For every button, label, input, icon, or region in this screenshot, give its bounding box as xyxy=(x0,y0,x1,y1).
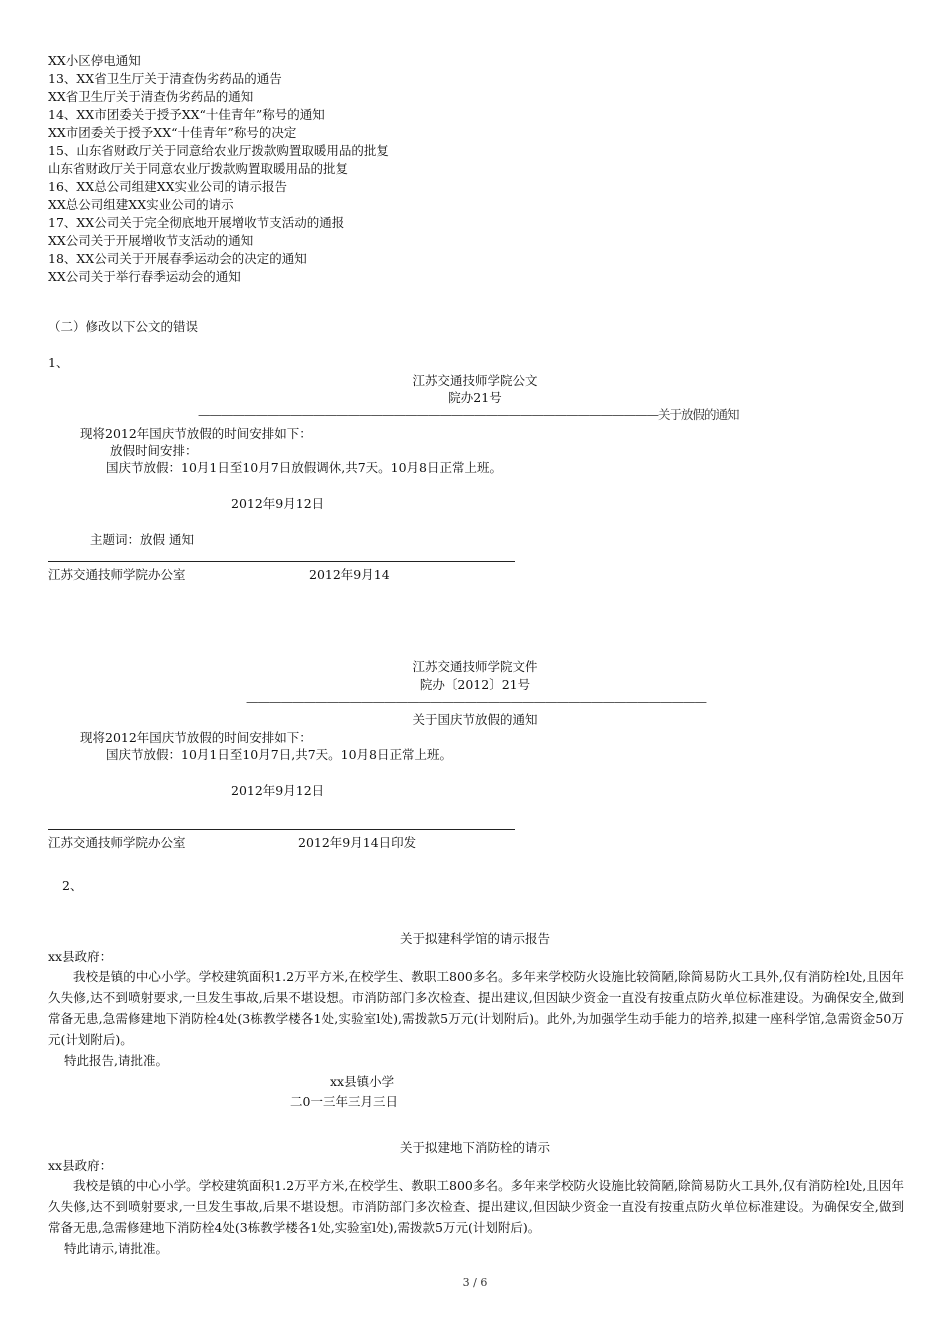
page-number: 3 / 6 xyxy=(462,1276,488,1289)
doc-body: 我校是镇的中心小学。学校建筑面积1.2万平方米,在校学生、教职工800多名。多年来学校防火设施比较简陋,除简易防火工具外,仅有消防栓l处,且因年久失修,达不到喷射要求,一旦发生事故,后果不堪设想。市消防部门多次检查、提出建议,但因缺少资金一直没有按重点防火单位标准建设。为确保安全,做到常备无患,急需修建地下消防栓4处(3栋教学楼各1处,实验室l处),需拨款5万元(计划附后)。此外,为加强学生动手能力的培养,拟建一座科学馆,急需资金50万元(计划附后)。 xyxy=(48,969,904,1047)
doc-office: 江苏交通技师学院办公室 xyxy=(48,567,186,582)
doc-date: 2012年9月12日 xyxy=(231,496,325,511)
doc-signer: xx县镇小学 xyxy=(330,1074,395,1089)
doc-title: 关于国庆节放假的通知 xyxy=(412,712,538,727)
doc-print-date: 2012年9月14 xyxy=(309,567,390,582)
doc-addressee: xx县政府： xyxy=(48,1158,113,1173)
doc-print-date: 2012年9月14日印发 xyxy=(298,835,417,850)
list-item: 18、XX公司关于开展春季运动会的决定的通知 xyxy=(48,251,307,266)
doc-closing: 特此报告,请批准。 xyxy=(64,1053,168,1068)
doc-header: 江苏交通技师学院公文 xyxy=(412,373,538,388)
doc-header: 江苏交通技师学院文件 xyxy=(412,659,538,674)
doc-subheading: 放假时间安排： xyxy=(110,443,198,458)
doc-body: 我校是镇的中心小学。学校建筑面积1.2万平方米,在校学生、教职工800多名。多年来学校防火设施比较简陋,除简易防火工具外,仅有消防栓l处,且因年久失修,达不到喷射要求,一旦发生事故,后果不堪设想。市消防部门多次检查、提出建议,但因缺少资金一直没有按重点防火单位标准建设。为确保安全,做到常备无患,急需修建地下消防栓4处(3栋教学楼各1处,实验室l处),需拨款5万元(计划附后)。 xyxy=(48,1178,904,1235)
doc-date: 2012年9月12日 xyxy=(231,783,325,798)
list-item: 14、XX市团委关于授予XX“十佳青年”称号的通知 xyxy=(48,107,325,122)
divider xyxy=(48,561,515,562)
dash-separator: ———————————————————————————————————————— xyxy=(246,694,706,709)
doc-number: 院办〔2012〕21号 xyxy=(419,677,531,692)
doc-office: 江苏交通技师学院办公室 xyxy=(48,835,186,850)
item-number: 2、 xyxy=(62,878,83,893)
doc-title: 关于拟建地下消防栓的请示 xyxy=(399,1140,550,1155)
doc-detail: 国庆节放假：10月1日至10月7日放假调休,共7天。10月8日正常上班。 xyxy=(106,460,503,475)
divider xyxy=(48,829,515,830)
doc-intro: 现将2012年国庆节放假的时间安排如下： xyxy=(80,426,312,441)
list-item: 16、XX总公司组建XX实业公司的请示报告 xyxy=(48,179,288,194)
list-item: 13、XX省卫生厅关于清查伪劣药品的通告 xyxy=(48,71,282,86)
list-item: 15、山东省财政厅关于同意给农业厅拨款购置取暖用品的批复 xyxy=(48,143,389,158)
list-item: XX小区停电通知 xyxy=(48,53,141,68)
doc-keywords: 主题词：放假 通知 xyxy=(90,532,194,547)
list-item: XX总公司组建XX实业公司的请示 xyxy=(48,197,234,212)
doc-addressee: xx县政府： xyxy=(48,949,113,964)
list-item: XX公司关于开展增收节支活动的通知 xyxy=(48,233,254,248)
doc-detail: 国庆节放假：10月1日至10月7日,共7天。10月8日正常上班。 xyxy=(106,747,453,762)
list-item: XX市团委关于授予XX“十佳青年”称号的决定 xyxy=(48,125,297,140)
list-item: XX省卫生厅关于清查伪劣药品的通知 xyxy=(48,89,254,104)
doc-title: 关于拟建科学馆的请示报告 xyxy=(399,931,550,946)
doc-closing: 特此请示,请批准。 xyxy=(64,1241,168,1256)
list-item: 17、XX公司关于完全彻底地开展增收节支活动的通报 xyxy=(48,215,345,230)
item-number: 1、 xyxy=(48,355,69,370)
section-title: （二）修改以下公文的错误 xyxy=(48,319,199,334)
doc-date: 二0一三年三月三日 xyxy=(290,1094,398,1109)
doc-number: 院办21号 xyxy=(448,390,502,405)
list-item: 山东省财政厅关于同意农业厅拨款购置取暖用品的批复 xyxy=(48,161,349,176)
list-item: XX公司关于举行春季运动会的通知 xyxy=(48,269,241,284)
doc-intro: 现将2012年国庆节放假的时间安排如下： xyxy=(80,730,312,745)
doc-title-with-dash: ————————————————————————————————————————关于放假的通知 xyxy=(198,407,739,422)
